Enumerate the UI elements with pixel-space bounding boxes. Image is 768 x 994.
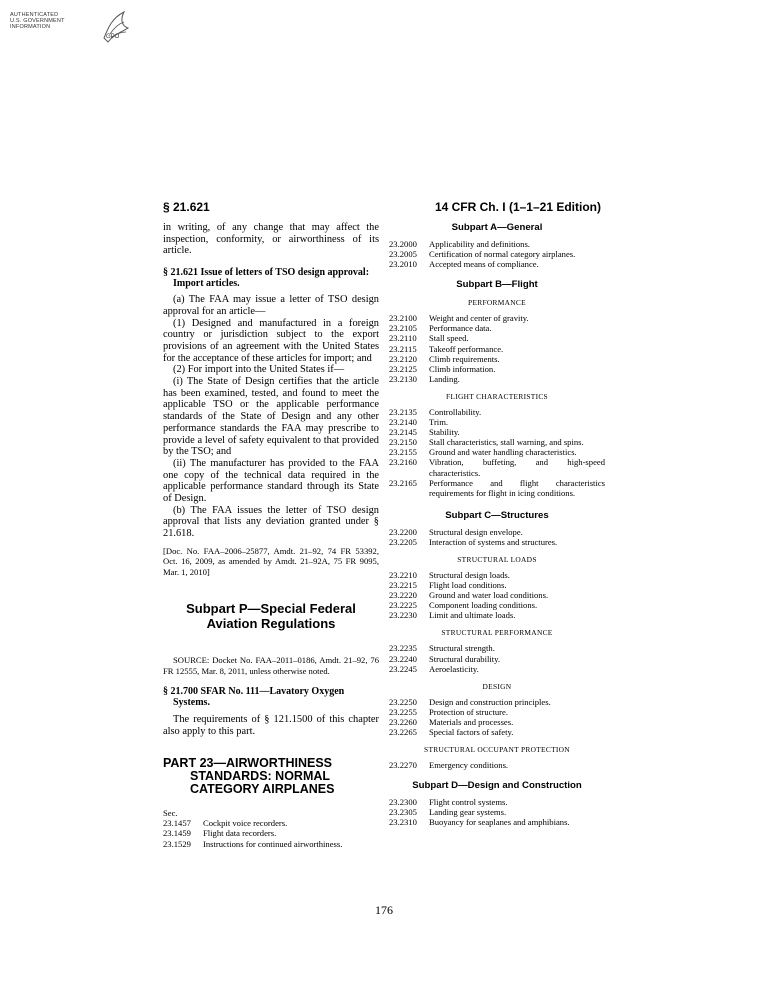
toc-number: 23.2255 (389, 706, 417, 717)
toc-title: Applicability and definitions. (429, 239, 530, 249)
group-heading-structural-occupant-protection: STRUCTURAL OCCUPANT PROTECTION (424, 745, 570, 755)
toc-title: Ground and water load conditions. (429, 590, 549, 601)
toc-title: Cockpit voice recorders. (203, 818, 288, 829)
toc-number: 23.2000 (389, 239, 417, 249)
subpart-b-heading: Subpart B—Flight (456, 279, 538, 291)
toc-number: 23.2160 (389, 457, 417, 468)
eagle-seal-icon (98, 8, 132, 48)
toc-number: 23.2300 (389, 797, 417, 808)
toc-row (389, 654, 605, 664)
toc-number: 23.2250 (389, 696, 417, 707)
toc-row (389, 580, 605, 590)
right-column (389, 222, 605, 827)
amendment-note: [Doc. No. FAA–2006–25877, Amdt. 21–92, 74 FR 53392, Oct. 16, 2009, as amended by Amdt. 21–92A, 75 FR 9095, Mar. 1, 2010] (163, 545, 379, 577)
toc-row (389, 664, 605, 674)
toc-title: Performance and flight characteristics requirements for flight in icing conditions. (429, 477, 605, 498)
gpo-line: AUTHENTICATED (10, 12, 59, 18)
source-note: SOURCE: Docket No. FAA–2011–0186, Amdt. 21–92, 76 FR 12555, Mar. 8, 2011, unless otherwise noted. (163, 655, 379, 676)
toc-row (389, 797, 605, 807)
toc-number: 23.2110 (389, 333, 417, 344)
paragraph-a2: (2) For import into the United States if— (173, 364, 345, 376)
toc-title: Flight load conditions. (429, 580, 507, 591)
gpo-authentication-mark (10, 8, 138, 56)
toc-number: 23.2245 (389, 663, 417, 674)
toc-number: 23.2135 (389, 406, 417, 417)
toc-number: 23.2240 (389, 653, 417, 664)
toc-number: 23.2270 (389, 760, 417, 771)
toc-number: 23.2215 (389, 580, 417, 591)
toc-number: 23.2105 (389, 323, 417, 334)
toc-row (389, 590, 605, 600)
subpart-d-heading: Subpart D—Design and Construction (412, 780, 582, 792)
toc-title: Structural design envelope. (429, 526, 523, 537)
toc-number: 23.2005 (389, 249, 417, 260)
toc-row (389, 374, 605, 384)
toc-title: Climb requirements. (429, 353, 500, 364)
toc-title: Design and construction principles. (429, 696, 551, 707)
toc-number: 23.2100 (389, 313, 417, 324)
toc-title: Component loading conditions. (429, 600, 538, 611)
subpart-a-heading: Subpart A—General (451, 222, 543, 233)
toc-title: Protection of structure. (429, 706, 508, 717)
toc-title: Limit and ultimate loads. (429, 610, 516, 621)
toc-number: 23.2155 (389, 447, 417, 458)
toc-row (389, 727, 605, 737)
performance-list (389, 313, 605, 384)
toc-number: 23.2225 (389, 600, 417, 611)
toc-number: 23.1457 (163, 818, 191, 829)
flight-characteristics-list (389, 407, 605, 498)
toc-title: Flight data recorders. (203, 828, 277, 839)
toc-row (389, 760, 605, 770)
toc-row (163, 818, 379, 828)
toc-row (389, 407, 605, 417)
paragraph-a: (a) The FAA may issue a letter of TSO design approval for an article— (163, 294, 379, 317)
toc-title: Stability. (429, 427, 460, 438)
toc-title: Takeoff performance. (429, 343, 504, 354)
group-heading-structural-loads: STRUCTURAL LOADS (457, 554, 537, 564)
toc-title: Accepted means of compliance. (429, 259, 539, 270)
toc-row (389, 313, 605, 323)
toc-title: Stall speed. (429, 333, 469, 344)
toc-number: 23.2115 (389, 343, 417, 354)
gpo-line: U.S. GOVERNMENT (10, 18, 65, 25)
group-heading-flight-characteristics: FLIGHT CHARACTERISTICS (446, 391, 548, 401)
toc-number: 23.2010 (389, 259, 417, 270)
toc-row (389, 323, 605, 333)
toc-number: 23.2260 (389, 716, 417, 727)
toc-row (389, 600, 605, 610)
design-list (389, 697, 605, 737)
part-23-contents (163, 818, 379, 848)
toc-number: 23.2125 (389, 363, 417, 374)
toc-number: 23.2205 (389, 536, 417, 547)
toc-number: 23.2200 (389, 526, 417, 537)
gpo-mark: GPO (106, 34, 120, 40)
toc-row (389, 427, 605, 437)
toc-row (163, 828, 379, 838)
toc-title: Aeroelasticity. (429, 663, 479, 674)
toc-row (389, 333, 605, 343)
running-head-section: § 21.621 (163, 200, 210, 214)
toc-number: 23.1459 (163, 828, 191, 839)
structural-occupant-protection-list (389, 760, 605, 770)
toc-row (389, 643, 605, 653)
structural-performance-list (389, 643, 605, 673)
toc-row (389, 344, 605, 354)
toc-title: Landing. (429, 373, 460, 384)
toc-number: 23.2305 (389, 807, 417, 818)
toc-number: 23.2265 (389, 727, 417, 737)
toc-row (389, 249, 605, 259)
toc-title: Vibration, buffeting, and high-speed characteristics. (429, 457, 605, 478)
toc-title: Structural durability. (429, 653, 501, 664)
subpart-c-heading: Subpart C—Structures (445, 509, 549, 521)
toc-row (389, 447, 605, 457)
continued-paragraph: in writing, of any change that may affect the inspection, conformity, or airworthiness of its article. (163, 222, 379, 257)
running-head-title: 14 CFR Ch. I (1–1–21 Edition) (434, 200, 601, 214)
toc-number: 23.2140 (389, 417, 417, 428)
group-heading-performance: PERFORMANCE (468, 298, 526, 308)
toc-row (389, 478, 605, 498)
toc-title: Instructions for continued airworthiness. (203, 838, 343, 849)
toc-row (389, 807, 605, 817)
toc-row (389, 817, 605, 827)
paragraph-a2ii: (ii) The manufacturer has provided to the FAA one copy of the technical data required in the applicable performance standard through its State of Design. (163, 457, 379, 505)
section-heading-21-700: § 21.700 SFAR No. 111—Lavatory Oxygen Systems. (163, 685, 345, 708)
subpart-d-list (389, 797, 605, 827)
toc-title: Controllability. (429, 406, 482, 417)
toc-title: Ground and water handling characteristics. (429, 447, 577, 458)
toc-number: 23.2230 (389, 610, 417, 621)
toc-row (389, 354, 605, 364)
toc-row (389, 610, 605, 620)
toc-number: 23.2150 (389, 437, 417, 448)
group-heading-structural-performance: STRUCTURAL PERFORMANCE (441, 628, 553, 638)
toc-title: Structural design loads. (429, 569, 510, 580)
subpart-c-list (389, 527, 605, 547)
paragraph-a1: (1) Designed and manufactured in a foreign country or jurisdiction subject to the export provisions of an agreement with the United States for the acceptance of these articles for import; and (163, 317, 379, 364)
sec-label: Sec. (163, 808, 178, 819)
toc-row (389, 717, 605, 727)
toc-title: Stall characteristics, stall warning, and spins. (429, 437, 584, 448)
toc-number: 23.2165 (389, 477, 417, 488)
toc-title: Buoyancy for seaplanes and amphibians. (429, 817, 570, 828)
toc-title: Materials and processes. (429, 716, 514, 727)
toc-number: 23.2220 (389, 590, 417, 601)
toc-row (389, 457, 605, 477)
left-column (163, 222, 379, 849)
toc-number: 23.2310 (389, 817, 417, 828)
toc-title: Interaction of systems and structures. (429, 536, 558, 547)
toc-title: Landing gear systems. (429, 807, 507, 818)
structural-loads-list (389, 570, 605, 620)
toc-row (389, 364, 605, 374)
toc-title: Weight and center of gravity. (429, 313, 529, 324)
toc-row (389, 697, 605, 707)
toc-title: Emergency conditions. (429, 760, 509, 771)
subpart-a-list (389, 239, 605, 269)
gpo-line: INFORMATION (10, 24, 51, 31)
gpo-text (10, 12, 65, 31)
toc-row (389, 707, 605, 717)
toc-row (389, 537, 605, 547)
paragraph-b: (b) The FAA issues the letter of TSO design approval that lists any deviation granted under § 21.618. (163, 504, 379, 540)
section-21-700-text: The requirements of § 121.1500 of this chapter also apply to this part. (163, 713, 379, 737)
toc-row (389, 417, 605, 427)
toc-row (389, 437, 605, 447)
subpart-p-heading: Subpart P—Special Federal Aviation Regulations (186, 601, 356, 632)
toc-title: Trim. (429, 417, 449, 428)
group-heading-design: DESIGN (482, 681, 512, 691)
toc-number: 23.2120 (389, 353, 417, 364)
toc-title: Structural strength. (429, 643, 495, 654)
toc-title: Certification of normal category airplanes. (429, 249, 576, 260)
page-number: 176 (375, 903, 393, 917)
section-heading-21-621: § 21.621 Issue of letters of TSO design approval: Import articles. (163, 267, 370, 290)
toc-row (389, 259, 605, 269)
toc-title: Special factors of safety. (429, 727, 514, 737)
toc-row (389, 239, 605, 249)
toc-title: Flight control systems. (429, 797, 508, 808)
part-23-heading: PART 23—AIRWORTHINESS STANDARDS: NORMAL CATEGORY AIRPLANES (163, 756, 335, 797)
toc-row (389, 527, 605, 537)
toc-row (163, 839, 379, 849)
toc-number: 23.2130 (389, 373, 417, 384)
paragraph-a2i: (i) The State of Design certifies that the article has been examined, tested, and found to meet the applicable TSO or the applicable performance standards of the State of Design and any other performance standards the FAA may prescribe to provide a level of safety equivalent to that provided by the TSO; and (163, 376, 379, 458)
toc-number: 23.2145 (389, 427, 417, 438)
toc-number: 23.2210 (389, 569, 417, 580)
toc-row (389, 570, 605, 580)
toc-number: 23.1529 (163, 838, 191, 849)
toc-title: Climb information. (429, 363, 496, 374)
toc-title: Performance data. (429, 323, 492, 334)
toc-number: 23.2235 (389, 643, 417, 654)
